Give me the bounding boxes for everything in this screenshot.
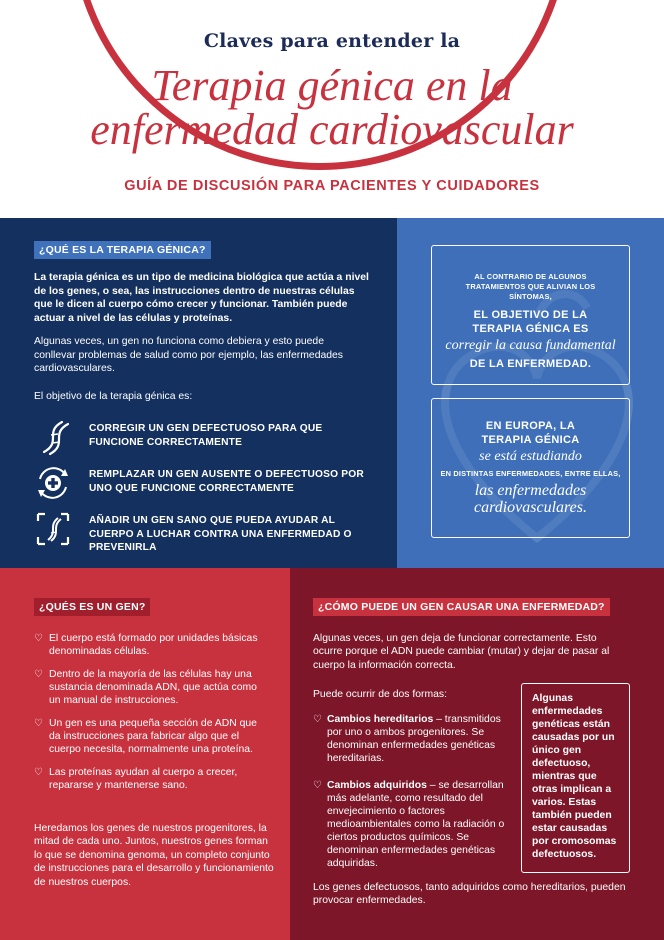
page-subtitle: GUÍA DE DISCUSIÓN PARA PACIENTES Y CUIDADORES (124, 178, 540, 194)
header (0, 0, 664, 218)
goal-text: CORREGIR UN GEN DEFECTUOSO PARA QUE FUNCIONE CORRECTAMENTE (89, 423, 323, 448)
how-gene-intro: Algunas veces, un gen deja de funcionar correctamente. Esto ocurre porque el ADN puede cambiar (mutar) y dejar de pasar al cuerpo la información correcta. (313, 633, 610, 671)
how-gene-closing: Los genes defectuosos, tanto adquiridos como hereditarios, pueden provocar enfermedades. (313, 882, 626, 907)
title-line-1: Terapia génica en la (151, 61, 513, 110)
title-line-2: enfermedad cardiovascular (90, 105, 574, 154)
two-ways-label: Puede ocurrir de dos formas: (313, 689, 447, 700)
gene-therapy-section (0, 218, 664, 568)
highlight-box-big-text: EL OBJETIVO DE LA TERAPIA GÉNICA ES (472, 309, 589, 335)
highlight-box-small-text: EN DISTINTAS ENFERMEDADES, ENTRE ELLAS, (440, 469, 621, 478)
highlight-box-small-text: AL CONTRARIO DE ALGUNOS TRATAMIENTOS QUE ALIVIAN LOS SÍNTOMAS, (465, 272, 596, 301)
list-item: ♡ Dentro de la mayoría de las células hay una sustancia denominada ADN, que actúa como un manual de instrucciones. (34, 669, 257, 706)
goal-item (34, 418, 374, 458)
goal-item (34, 464, 374, 504)
heart-bullet-icon: ♡ (313, 780, 322, 791)
what-is-paragraph-1: La terapia génica es un tipo de medicina biológica que actúa a nivel de los genes, o sea, las instrucciones dentro de nuestras células que le dicen al cuerpo cómo crecer y funcionar. También puede actuar a nivel de las células y proteínas. (34, 272, 369, 324)
what-gene-tag: ¿QUÉS ES UN GEN? (34, 598, 150, 616)
highlight-box-big-text: EN EUROPA, LA TERAPIA GÉNICA (481, 420, 580, 446)
add-dna-icon (34, 510, 72, 548)
highlights-panel (397, 218, 664, 568)
goal-text: REMPLAZAR UN GEN AUSENTE O DEFECTUOSO POR UNO QUE FUNCIONE CORRECTAMENTE (89, 469, 364, 494)
heart-bullet-icon: ♡ (34, 767, 43, 778)
goal-text: AÑADIR UN GEN SANO QUE PUEDA AYUDAR AL CUERPO A LUCHAR CONTRA UNA ENFERMEDAD O PREVENIRLA (89, 515, 352, 554)
what-is-panel (0, 218, 397, 568)
highlight-box-italic-text: corregir la causa fundamental (445, 338, 616, 353)
highlight-box-europe (431, 398, 630, 538)
list-item: ♡ Un gen es una pequeña sección de ADN que da instrucciones para fabricar algo que el cuerpo necesita, normalmente una proteína. (34, 718, 257, 755)
goal-item (34, 510, 374, 554)
highlight-box-objective (431, 245, 630, 385)
genes-section (0, 568, 664, 940)
list-item: ♡ El cuerpo está formado por unidades básicas denominadas células. (34, 633, 258, 657)
list-item: ♡ Las proteínas ayudan al cuerpo a crecer, repararse y mantenerse sano. (34, 767, 238, 791)
heart-bullet-icon: ♡ (34, 669, 43, 680)
what-gene-panel (0, 568, 290, 940)
heart-bullet-icon: ♡ (34, 718, 43, 729)
dna-icon (34, 418, 72, 456)
goal-intro: El objetivo de la terapia génica es: (34, 391, 193, 402)
heart-bullet-icon: ♡ (313, 714, 322, 725)
highlight-box-italic-text: se está estudiando (479, 449, 582, 464)
hereditary-changes-item: ♡ Cambios hereditarios – transmitidos por uno o ambos progenitores. Se denominan enfermedades genéticas hereditarias. (313, 714, 501, 764)
gene-facts-list (34, 632, 266, 802)
highlight-box-tail-text: las enfermedades cardiovasculares. (473, 482, 587, 516)
replace-cycle-icon (34, 464, 72, 502)
what-is-paragraph-2: Algunas veces, un gen no funciona como debiera y esto puede conllevar problemas de salud como por ejemplo, las enfermedades cardiovasculares. (34, 336, 343, 375)
header-kicker: Claves para entender la (203, 30, 461, 52)
page-title (0, 61, 664, 154)
what-is-tag: ¿QUÉ ES LA TERAPIA GÉNICA? (34, 241, 211, 259)
heart-bullet-icon: ♡ (34, 633, 43, 644)
acquired-changes-item: ♡ Cambios adquiridos – se desarrollan más adelante, como resultado del envejecimiento o factores medioambientales como la radiación o ciertos productos químicos. Se denominan enfermedades genéticas adquiridas. (313, 780, 505, 869)
genetic-diseases-callout: Algunas enfermedades genéticas están causadas por un único gen defectuoso, mientras que otras implican a varios. Estas también pueden estar causadas por cromosomas defectuosos. (521, 683, 630, 873)
highlight-box-tail-text: DE LA ENFERMEDAD. (469, 358, 592, 370)
how-gene-tag: ¿CÓMO PUEDE UN GEN CAUSAR UNA ENFERMEDAD? (313, 598, 610, 616)
genome-paragraph: Heredamos los genes de nuestros progenitores, la mitad de cada uno. Juntos, nuestros genes forman lo que se denomina genoma, un completo conjunto de instrucciones para el desarrollo y funcionamiento de nuestros cuerpos. (34, 823, 274, 888)
